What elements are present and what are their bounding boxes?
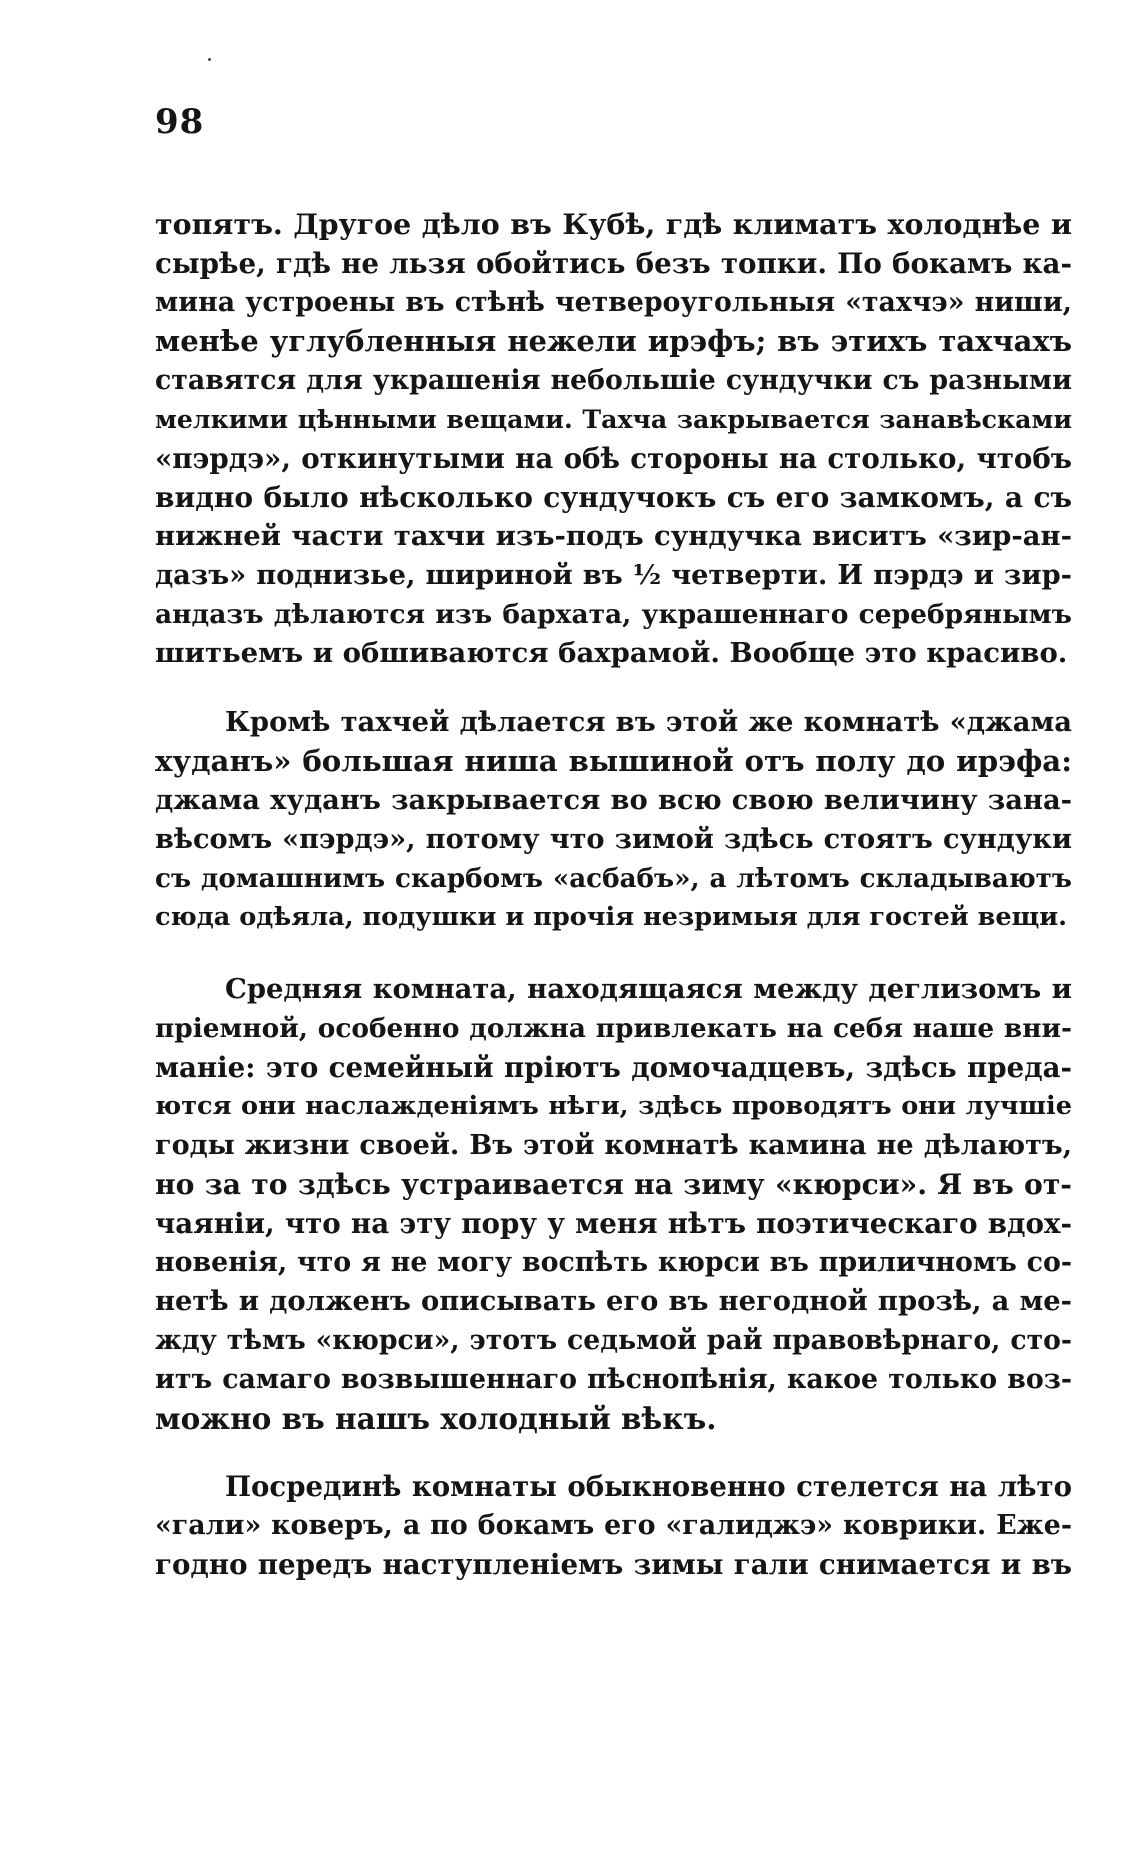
text-line: «пэрдэ», откинутыми на обѣ стороны на столько, чтобъ — [155, 442, 1072, 475]
text-line: шитьемъ и обшиваются бахрамой. Вообще это красиво. — [155, 637, 1068, 669]
text-line: ставятся для украшенія небольшіе сундучки съ разными — [155, 365, 1072, 396]
text-line: годы жизни своей. Въ этой комнатѣ камина не дѣлаютъ, — [155, 1130, 1072, 1161]
paragraph-1 — [155, 205, 1072, 673]
text-line: сырѣе, гдѣ не льзя обойтись безъ топки. По бокамъ ка- — [155, 247, 1072, 280]
text-line: пріемной, особенно должна привлекать на себя наше вни- — [155, 1013, 1072, 1044]
text-line: новенія, что я не могу воспѣть кюрси въ приличномъ со- — [155, 1247, 1072, 1278]
text-line: худанъ» большая ниша вышиной отъ полу до ирэфа: — [155, 744, 1072, 778]
paragraph-2 — [155, 703, 1072, 937]
text-line: вѣсомъ «пэрдэ», потому что зимой здѣсь стоятъ сундуки — [155, 823, 1072, 855]
text-line: маніе: это семейный пріютъ домочадцевъ, здѣсь преда- — [155, 1051, 1072, 1084]
text-line: но за то здѣсь устраивается на зиму «кюрси». Я въ от- — [155, 1168, 1072, 1201]
text-line: чаяніи, что на эту пору у меня нѣтъ поэтическаго вдох- — [155, 1207, 1072, 1240]
page-number: 98 — [155, 102, 205, 142]
text-line: видно было нѣсколько сундучокъ съ его замкомъ, а съ — [155, 481, 1072, 514]
text-line: сюда одѣяла, подушки и прочія незримыя для гостей вещи. — [155, 902, 1068, 932]
text-line: андазъ дѣлаются изъ бархата, украшеннаго серебрянымъ — [155, 599, 1072, 630]
text-line: можно въ нашъ холодный вѣкъ. — [155, 1401, 717, 1436]
text-line: «гали» коверъ, а по бокамъ его «галиджэ» коврики. Еже- — [155, 1510, 1072, 1541]
text-line: ются они наслажденіямъ нѣги, здѣсь проводятъ они лучшіе — [155, 1091, 1072, 1121]
scan-speck — [208, 58, 211, 61]
text-line: итъ самаго возвышеннаго пѣснопѣнія, какое только воз- — [155, 1364, 1072, 1395]
text-line: топятъ. Другое дѣло въ Кубѣ, гдѣ климатъ холоднѣе и — [155, 207, 1072, 241]
text-line: дазъ» поднизье, шириной въ ½ четверти. И пэрдэ и зир- — [155, 559, 1072, 591]
text-line: мелкими цѣнными вещами. Тахча закрывается занавѣсками — [155, 404, 1072, 434]
text-line: менѣе углубленныя нежели ирэфъ; въ этихъ тахчахъ — [155, 324, 1072, 358]
text-line: жду тѣмъ «кюрси», этотъ седьмой рай правовѣрнаго, сто- — [155, 1325, 1072, 1356]
text-line: Средняя комната, находящаяся между деглизомъ и — [225, 973, 1072, 1005]
text-line: Кромѣ тахчей дѣлается въ этой же комнатѣ «джама — [225, 706, 1072, 738]
paragraph-4 — [155, 1467, 1072, 1584]
text-line: Посрединѣ комнаты обыкновенно стелется на лѣто — [225, 1470, 1072, 1503]
text-line: мина устроены въ стѣнѣ четвероугольныя «тахчэ» ниши, — [155, 287, 1072, 318]
paragraph-3 — [155, 970, 1072, 1438]
text-line: годно передъ наступленіемъ зимы гали снимается и въ — [155, 1548, 1072, 1581]
text-line: съ домашнимъ скарбомъ «асбабъ», а лѣтомъ складываютъ — [155, 863, 1072, 894]
text-line: джама худанъ закрывается во всю свою величину зана- — [155, 784, 1072, 816]
text-line: нижней части тахчи изъ-подъ сундучка виситъ «зир-ан- — [155, 520, 1072, 552]
text-line: нетѣ и долженъ описывать его въ негодной прозѣ, а ме- — [155, 1285, 1072, 1317]
